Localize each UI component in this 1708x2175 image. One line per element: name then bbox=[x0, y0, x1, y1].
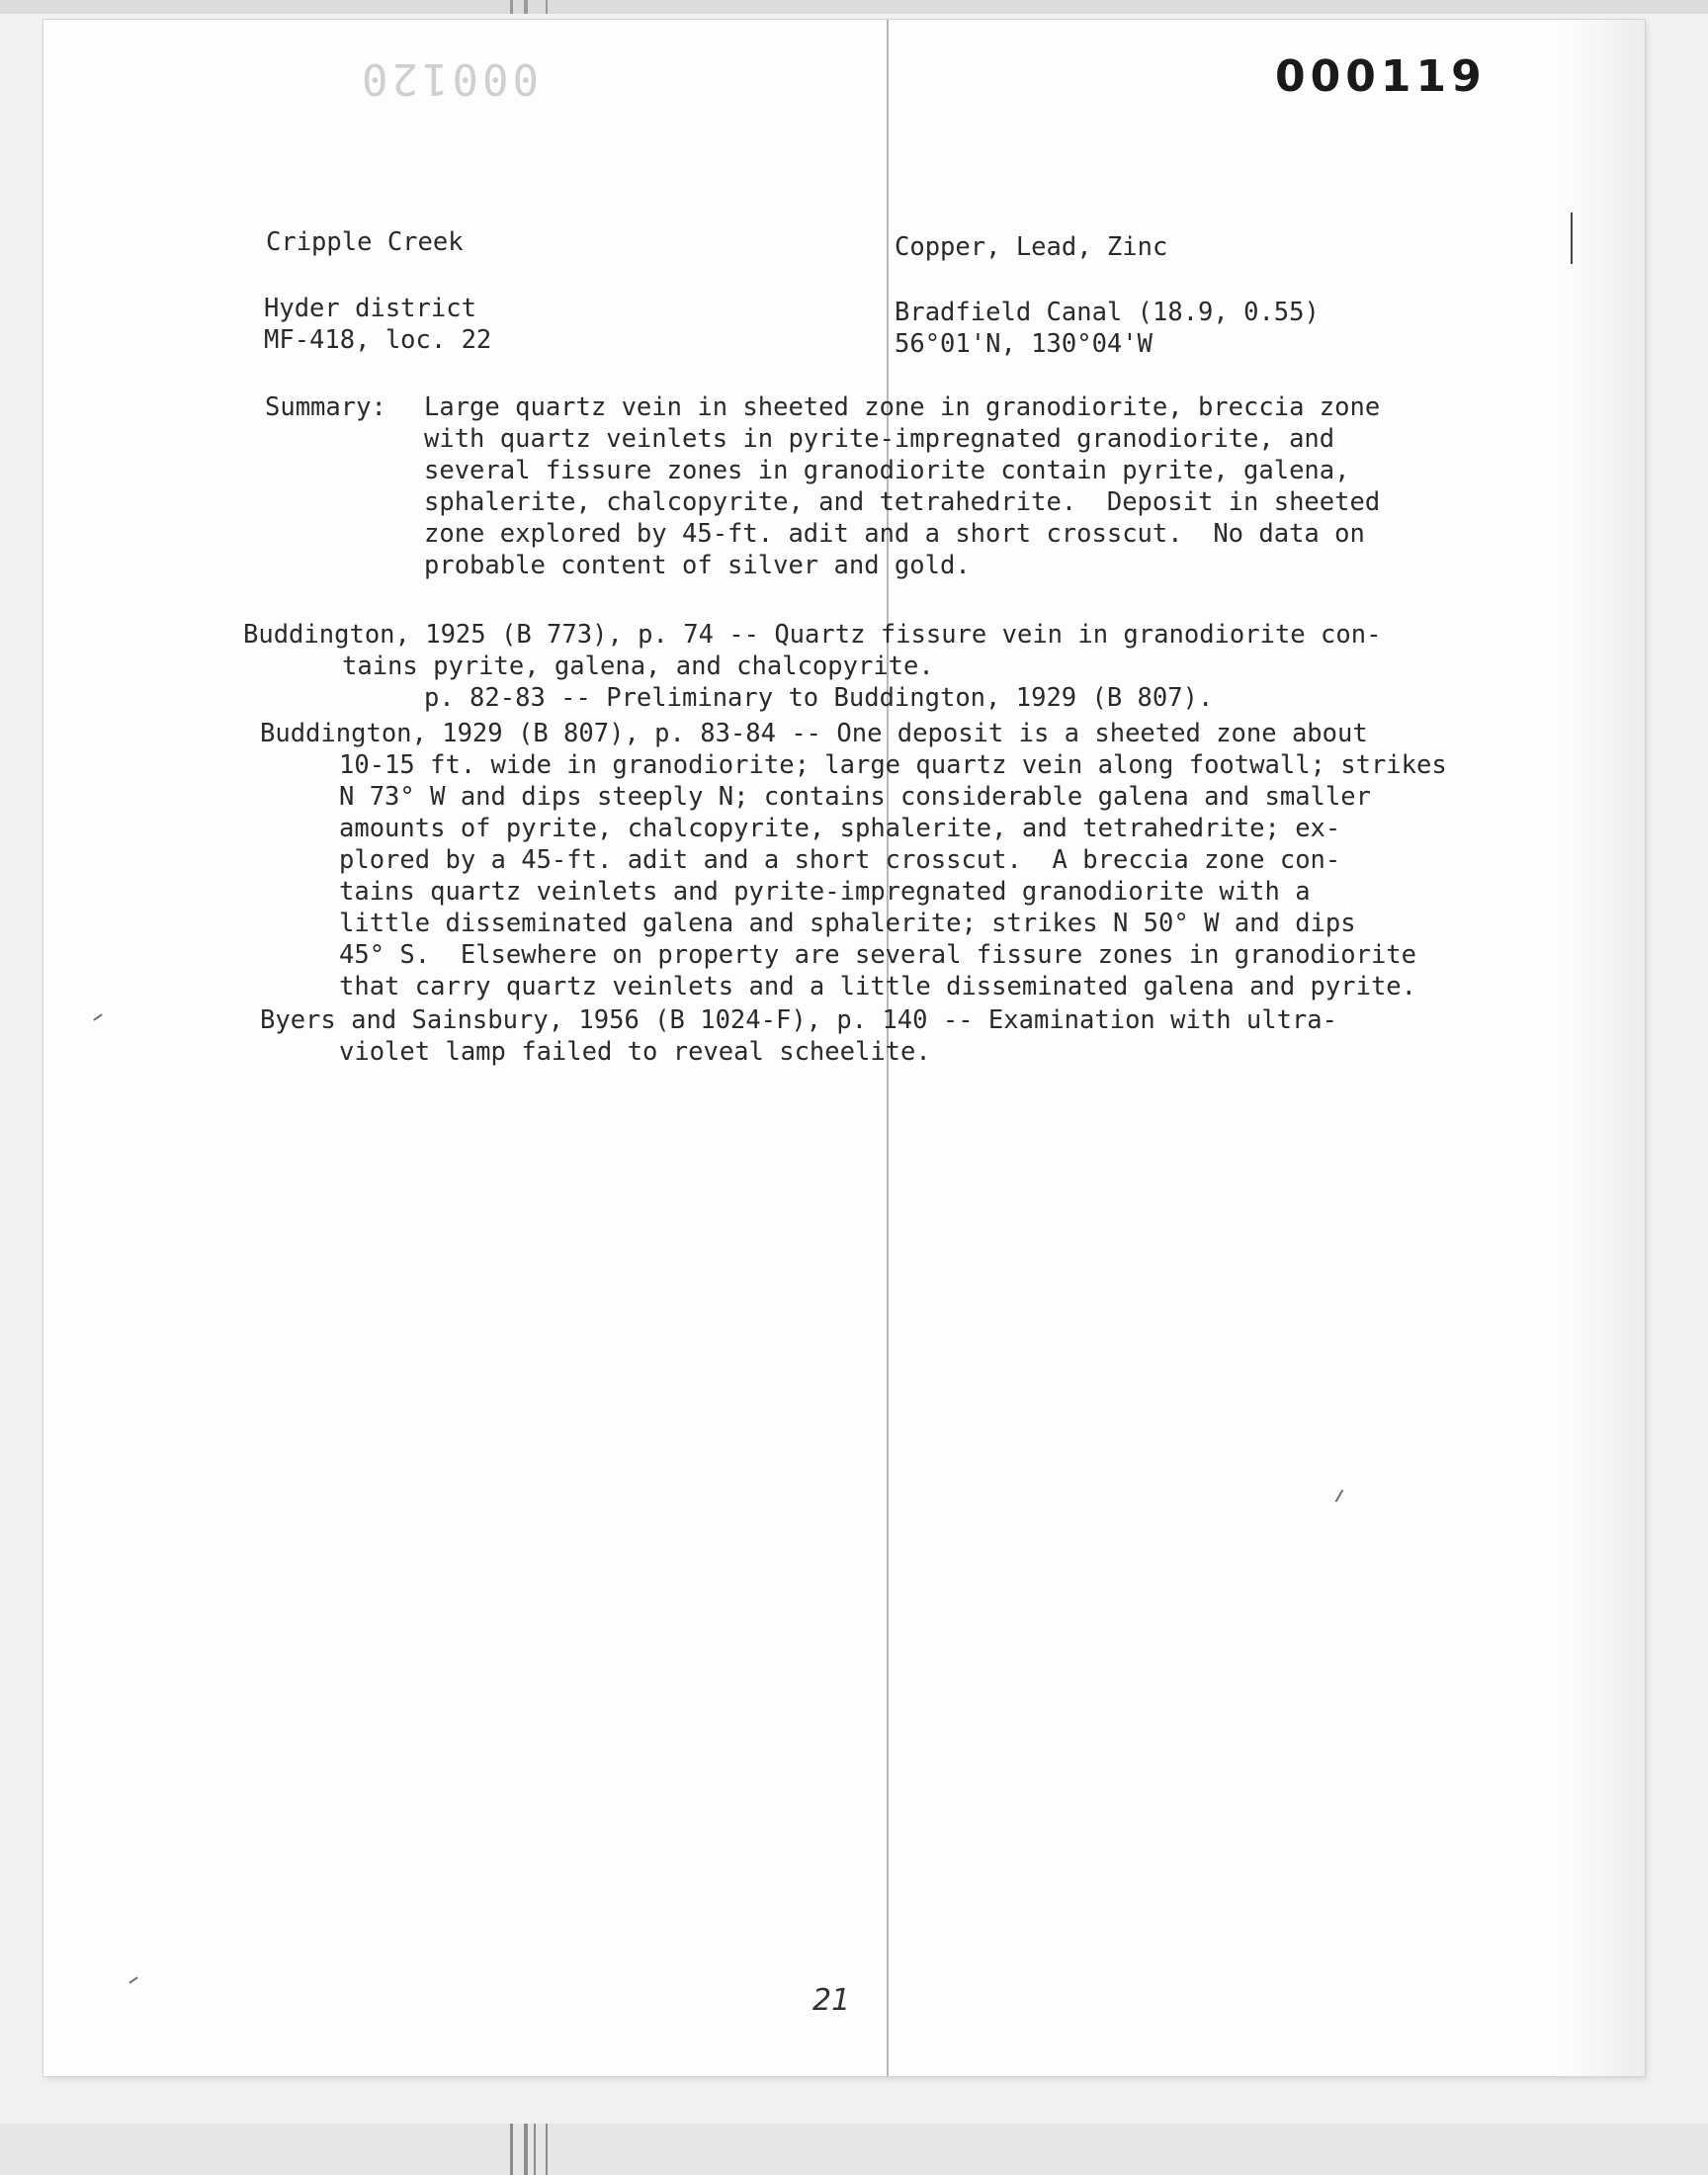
page-number: 21 bbox=[812, 1983, 851, 2018]
reference-line: plored by a 45-ft. adit and a short crosscut. A breccia zone con- bbox=[339, 845, 1341, 875]
scanner-bottom-strip bbox=[0, 2124, 1708, 2175]
reference-line: tains pyrite, galena, and chalcopyrite. bbox=[342, 652, 934, 681]
document-stamp-number: 000119 bbox=[1275, 51, 1487, 102]
reference-line: little disseminated galena and sphalerite; strikes N 50° W and dips bbox=[339, 909, 1356, 938]
margin-mark bbox=[1571, 213, 1573, 264]
reference-line: 10-15 ft. wide in granodiorite; large quartz vein along footwall; strikes bbox=[339, 750, 1447, 780]
reference-line: Buddington, 1925 (B 773), p. 74 -- Quartz fissure vein in granodiorite con- bbox=[243, 620, 1382, 650]
reference-line: 45° S. Elsewhere on property are several fissure zones in granodiorite bbox=[339, 940, 1417, 970]
summary-line: Large quartz vein in sheeted zone in granodiorite, breccia zone bbox=[424, 392, 1381, 422]
reference-line: that carry quartz veinlets and a little disseminated galena and pyrite. bbox=[339, 972, 1417, 1001]
reference-line: amounts of pyrite, chalcopyrite, sphalerite, and tetrahedrite; ex- bbox=[339, 814, 1341, 843]
summary-label: Summary: bbox=[265, 392, 386, 422]
property-name: Cripple Creek bbox=[266, 227, 464, 257]
faint-stamp-number: 000120 bbox=[358, 53, 539, 104]
scanner-top-strip bbox=[0, 0, 1708, 14]
reference-line: Byers and Sainsbury, 1956 (B 1024-F), p. 140 -- Examination with ultra- bbox=[260, 1005, 1338, 1035]
reference-line: violet lamp failed to reveal scheelite. bbox=[339, 1037, 931, 1067]
summary-line: zone explored by 45-ft. adit and a short crosscut. No data on bbox=[424, 519, 1365, 549]
page-edge-shadow bbox=[1562, 20, 1645, 2076]
summary-line: with quartz veinlets in pyrite-impregnated granodiorite, and bbox=[424, 424, 1335, 454]
reference-line: p. 82-83 -- Preliminary to Buddington, 1929 (B 807). bbox=[424, 683, 1214, 713]
reference-line: tains quartz veinlets and pyrite-impregnated granodiorite with a bbox=[339, 877, 1311, 907]
quadrangle: Bradfield Canal (18.9, 0.55) bbox=[895, 298, 1320, 327]
reference-line: Buddington, 1929 (B 807), p. 83-84 -- One deposit is a sheeted zone about bbox=[260, 719, 1368, 748]
summary-line: probable content of silver and gold. bbox=[424, 551, 971, 580]
reference-line: N 73° W and dips steeply N; contains considerable galena and smaller bbox=[339, 782, 1371, 812]
summary-line: several fissure zones in granodiorite contain pyrite, galena, bbox=[424, 456, 1350, 485]
commodities: Copper, Lead, Zinc bbox=[895, 232, 1168, 262]
map-reference: MF-418, loc. 22 bbox=[264, 325, 492, 355]
district: Hyder district bbox=[264, 294, 476, 323]
coordinates: 56°01'N, 130°04'W bbox=[895, 329, 1153, 359]
summary-line: sphalerite, chalcopyrite, and tetrahedrite. Deposit in sheeted bbox=[424, 487, 1381, 517]
